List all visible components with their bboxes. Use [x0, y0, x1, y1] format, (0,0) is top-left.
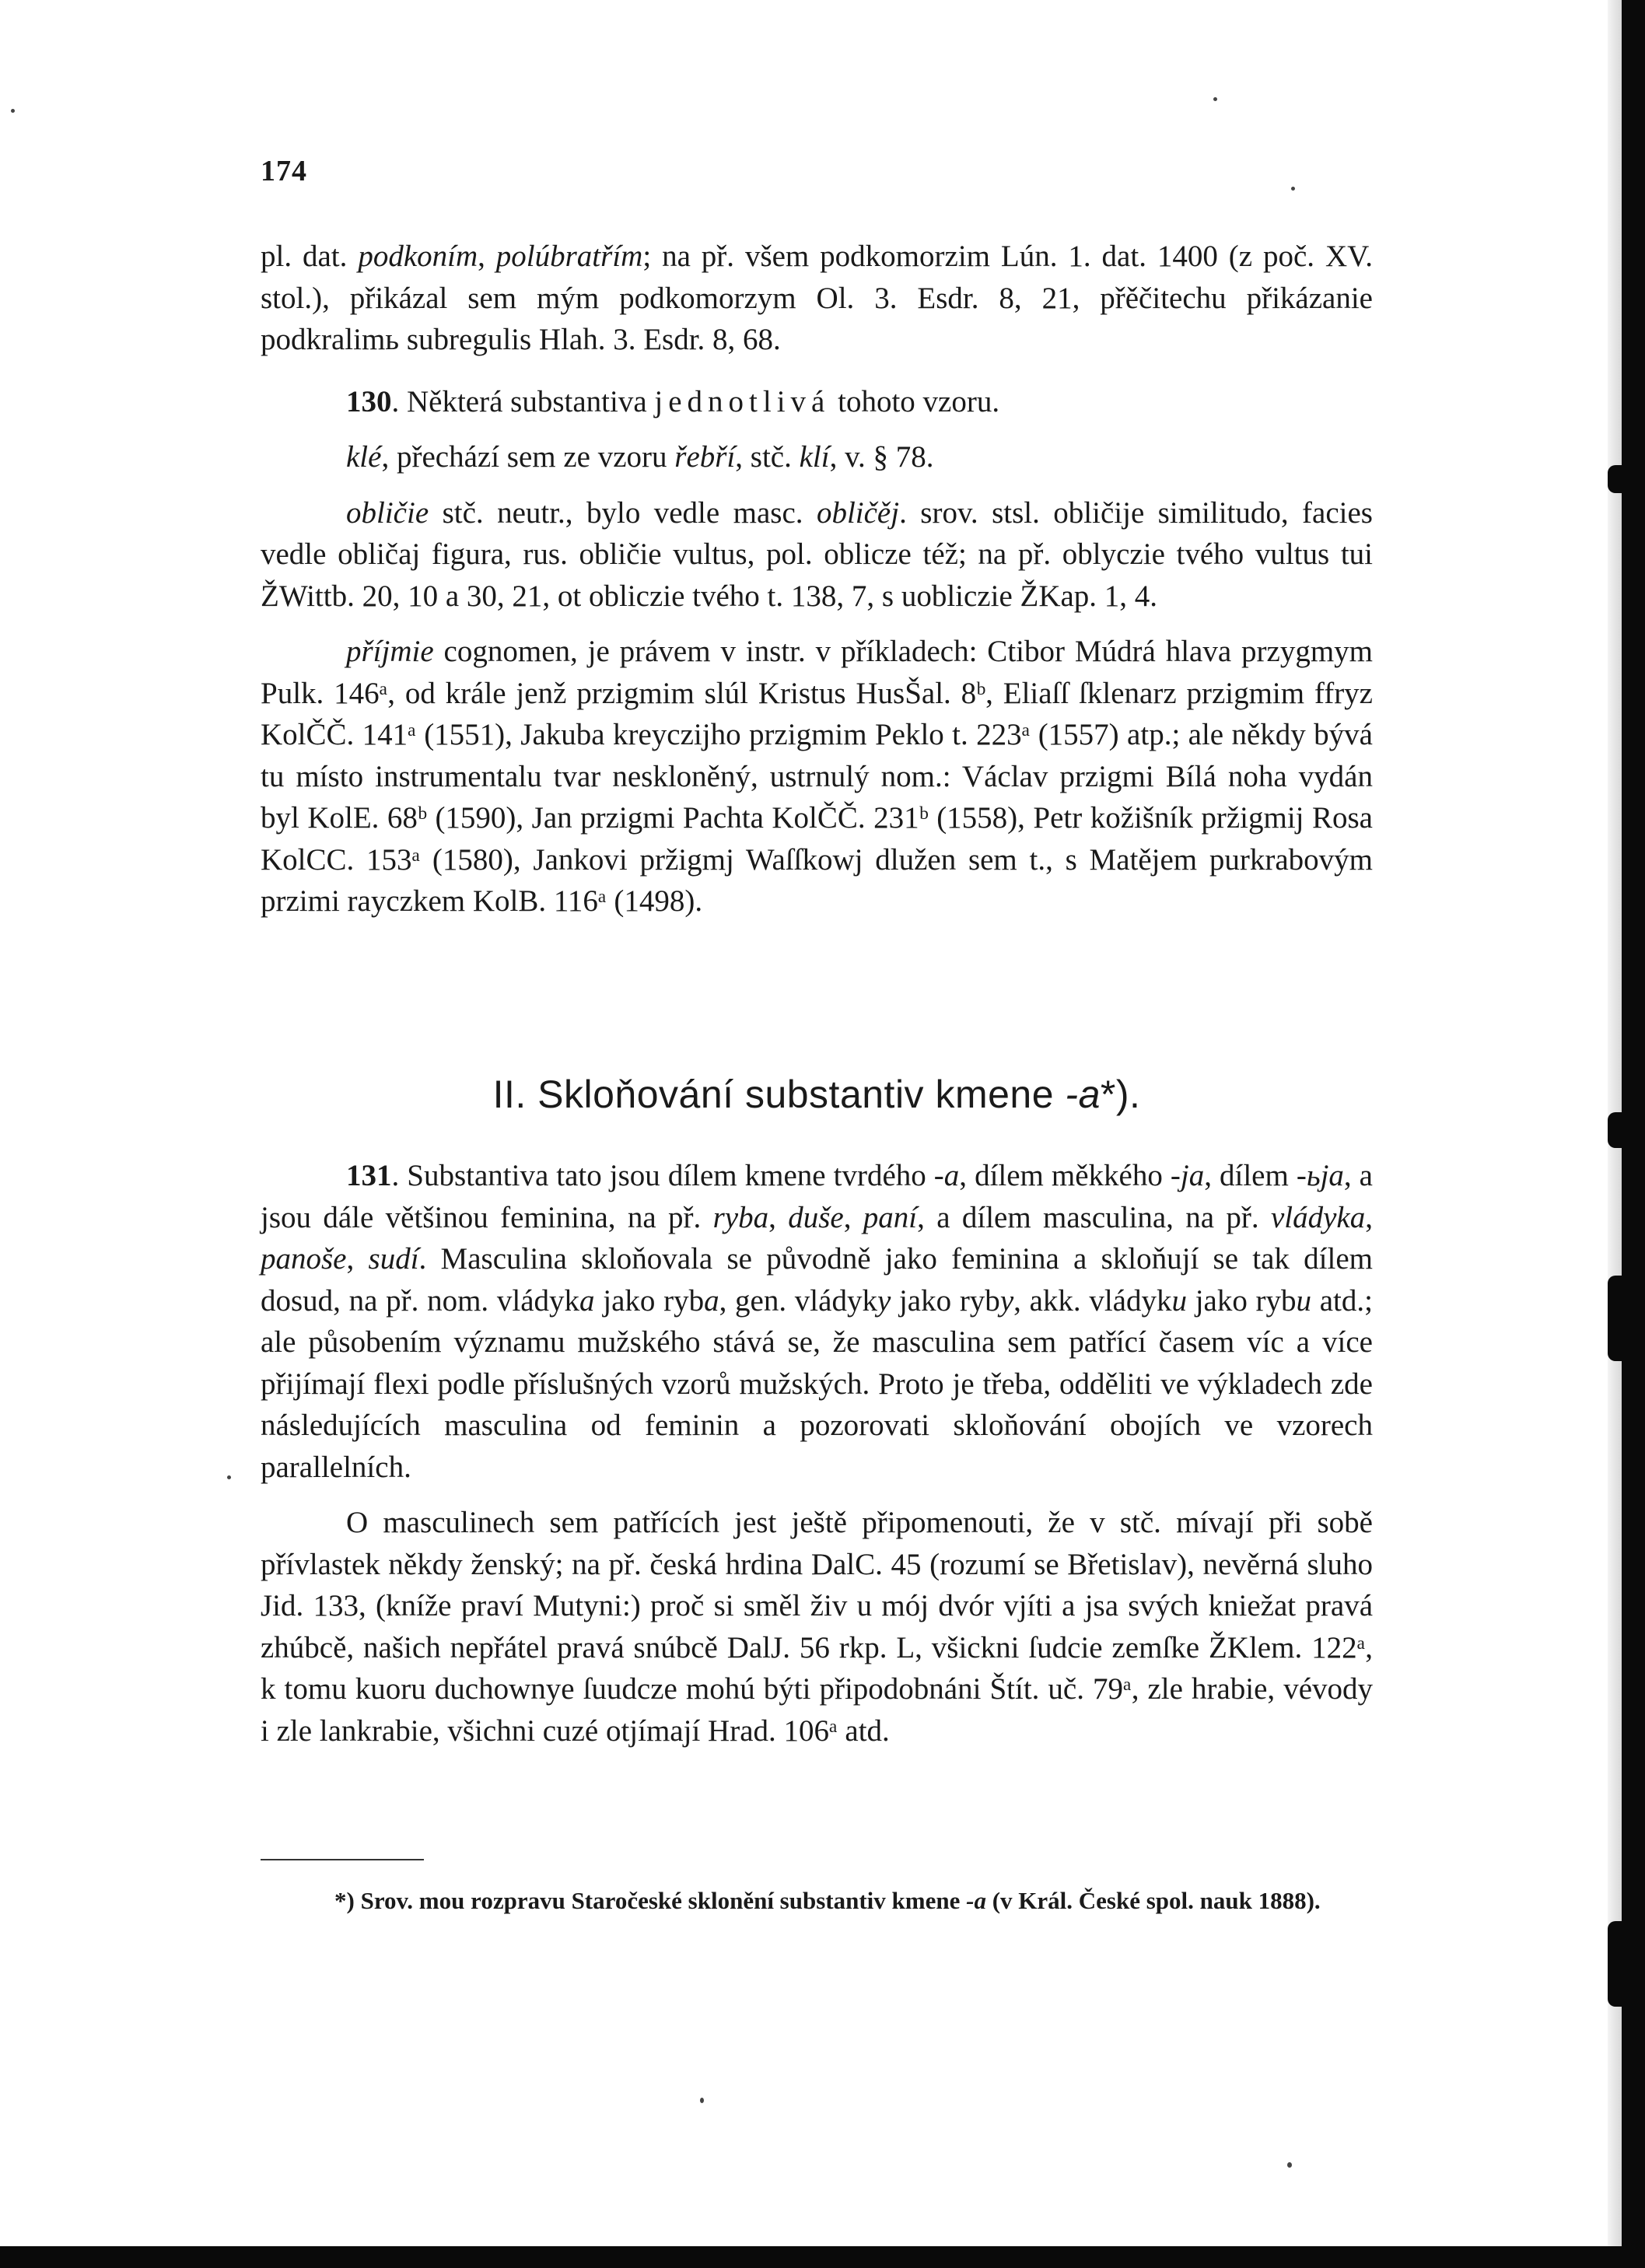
scan-edge-mark — [1608, 465, 1625, 493]
footnote-separator — [261, 1859, 424, 1860]
section-heading-ii: II. Skloňování substantiv kmene -a*). — [492, 1073, 1141, 1116]
scan-edge-mark — [1608, 1276, 1625, 1361]
section-130-heading: 130. Některá substantiva jednotlivá tohoto vzoru. — [346, 384, 1000, 418]
scan-speck — [700, 2098, 704, 2103]
scan-speck — [1287, 2162, 1292, 2168]
paragraph-masculina: O masculinech sem patřících jest ještě připomenouti, že v stč. mívají při sobě přívlastek někdy ženský; na př. česká hrdina DalC. 45 (rozumí se Břetislav), nevěrná sluho Jid. 133, (kníže praví Mutyni:) proč si směl živ u mój dvór vjíti a jsa svých kniežat pravá zhúbcě, našich nepřátel pravá snúbcě DalJ. 56 rkp. L, všickni ſudcie zemſke ŽKlem. 122ᵃ, k tomu kuoru duchownye ſuudcze mohú býti připodobnáni Štít. uč. 79ᵃ, zle hrabie, vévody i zle lankrabie, všichni cuzé otjímají Hrad. 106ᵃ atd. — [261, 1506, 1373, 1748]
scan-edge-mark — [1608, 1921, 1625, 2007]
lower-text — [261, 1155, 1373, 1752]
entry-oblicie: obličie stč. neutr., bylo vedle masc. obličěj. srov. stsl. obličije similitudo, facies vedle obličaj figura, rus. obličie vultus, pol. oblicze též; na př. oblyczie tvého vultus tui ŽWittb. 20, 10 a 30, 21, ot obliczie tvého t. 138, 7, s uobliczie ŽKap. 1, 4. — [261, 495, 1373, 613]
scan-speck — [1213, 97, 1217, 101]
footnote: *) Srov. mou rozpravu Staročeské sklonění substantiv kmene -a (v Král. České spol. nauk 1888). — [334, 1887, 1321, 1914]
scan-border-right — [1622, 0, 1645, 2268]
scan-speck — [227, 1475, 231, 1479]
section-number: 131 — [346, 1159, 392, 1192]
scan-border-bottom — [0, 2246, 1645, 2268]
entry-prijmie: příjmie cognomen, je právem v instr. v příkladech: Ctibor Múdrá hlava przygmym Pulk. 146ᵃ, od krále jenž przigmim slúl Kristus HusŠal. 8ᵇ, Eliaſſ ſklenarz przigmim ffryz KolČČ. 141ᵃ (1551), Jakuba kreyczijho przigmim Peklo t. 223ᵃ (1557) atp.; ale někdy bývá tu místo instrumentalu tvar neskloněný, ustrnulý nom.: Václav przigmi Bílá noha vydán byl KolE. 68ᵇ (1590), Jan przigmi Pachta KolČČ. 231ᵇ (1558), Petr kožišník pržigmij Rosa KolCC. 153ᵃ (1580), Jankovi pržigmj Waſſkowj dlužen sem t., s Matějem purkrabovým przimi rayczkem KolB. 116ᵃ (1498). — [261, 635, 1373, 918]
section-number: 130 — [346, 384, 392, 418]
page-number: 174 — [261, 155, 307, 187]
scan-speck — [11, 109, 15, 113]
section-131: 131. Substantiva tato jsou dílem kmene tvrdého -a, dílem měkkého -ja, dílem -ьja, a jsou dále většinou feminina, na př. ryba, duše, paní, a dílem masculina, na př. vládyka, panoše, sudí. Masculina skloňovala se původně jako feminina a skloňují se tak dílem dosud, na př. nom. vládyka jako ryba, gen. vládyky jako ryby, akk. vládyku jako rybu atd.; ale působením významu mužského stává se, že masculina sem patřící časem víc a více přijímají flexi podle příslušných vzorů mužských. Proto je třeba, odděliti ve výkladech zde následujících masculina od feminin a pozorovati skloňování obojích ve vzorech parallelních. — [261, 1159, 1373, 1484]
entry-kle: klé, přechází sem ze vzoru řebří, stč. klí, v. § 78. — [346, 440, 934, 474]
scan-speck — [1291, 187, 1295, 191]
paragraph-plural-dative: pl. dat. podkoním, polúbratřím; na př. všem podkomorzim Lún. 1. dat. 1400 (z poč. XV. stol.), přikázal sem mým podkomorzym Ol. 3. Esdr. 8, 21, přěčitechu přikázanie podkralimь subregulis Hlah. 3. Esdr. 8, 68. — [261, 240, 1374, 356]
upper-text — [261, 236, 1373, 922]
scan-edge-mark — [1608, 1112, 1625, 1148]
